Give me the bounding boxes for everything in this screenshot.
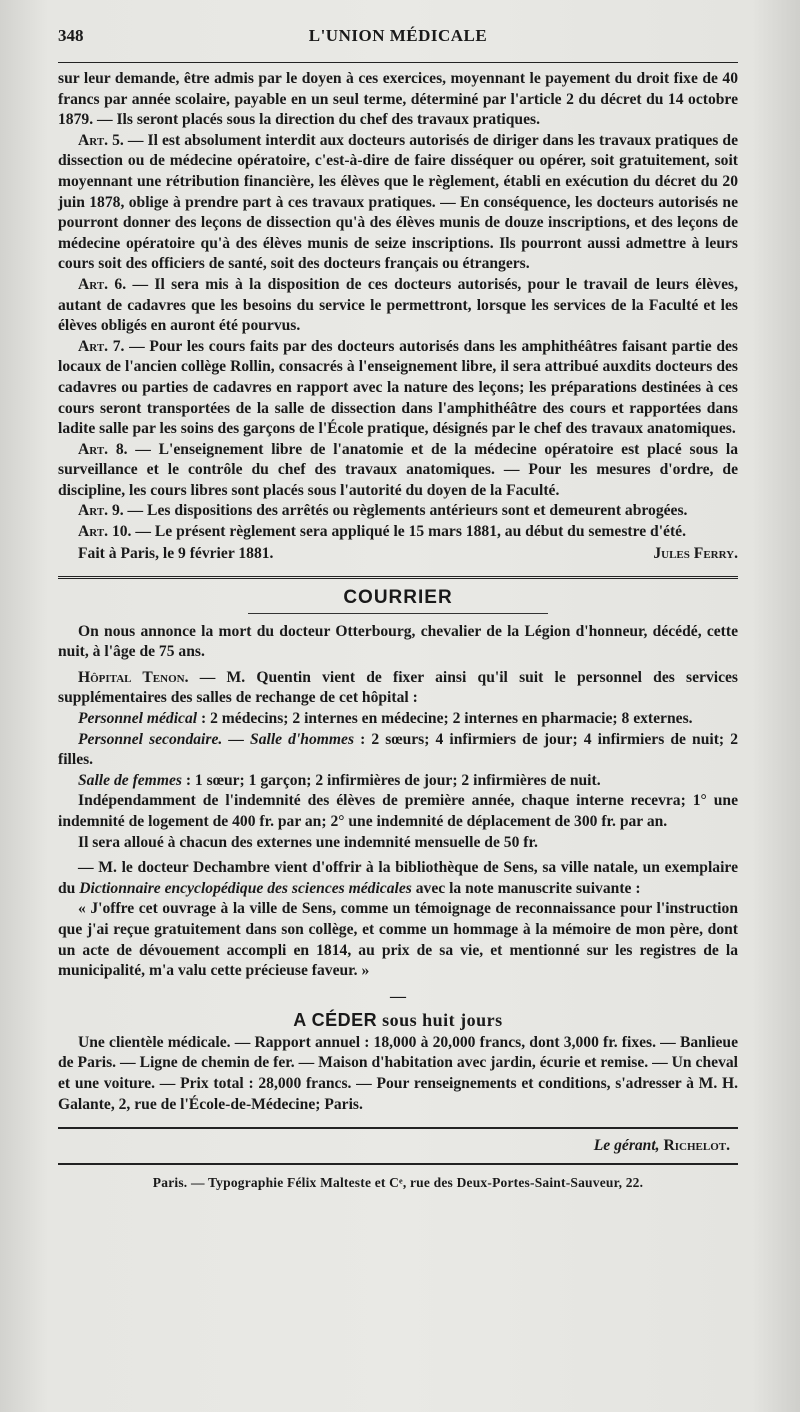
footer-rule (58, 1127, 738, 1129)
article-9 (58, 501, 738, 522)
tenon-label: Hôpital Tenon. (78, 668, 189, 686)
courrier-section (58, 622, 738, 1006)
article-text: — Les dispositions des arrêtés ou règlements antérieurs sont et demeurent abrogées. (123, 502, 688, 520)
ad-title-sub: sous huit jours (377, 1009, 503, 1030)
secondary-staff (58, 730, 738, 771)
article-label: Art. 10. (78, 523, 132, 541)
article-label: Art. 5. (78, 131, 124, 149)
title-underline (248, 613, 548, 614)
ad-title-main: A CÉDER (293, 1009, 378, 1030)
page-header (58, 26, 738, 54)
page-number: 348 (58, 26, 84, 45)
article-label: Art. 8. (78, 440, 128, 458)
article-5 (58, 131, 738, 275)
externs-paragraph: Il sera alloué à chacun des externes une indemnité mensuelle de 50 fr. (78, 833, 538, 851)
tenon-text: — M. Quentin vient de fixer ainsi qu'il suit le personnel des services supplémentaires des salles de rechange de cet hôpital : (58, 668, 738, 707)
dechambre-quote: « J'offre cet ouvrage à la ville de Sens, comme un témoignage de reconnaissance pour l'instruction que j'ai reçue gratuitement dans son collège, et comme un hommage à la mémoire de mon père, dont un acte de dévouement accompli en 1814, au prix de sa vie, et mentionné sur les registres de la municipalité, m'a valu cette précieuse faveur. » (58, 900, 738, 980)
article-6 (58, 275, 738, 337)
article-label: Art. 6. (78, 275, 127, 293)
dechambre-pre: — M. le docteur Dechambre vient d'offrir à la bibliothèque de Sens, sa ville natale, un exemplaire du (58, 859, 738, 897)
secondary-label: Personnel secondaire. — Salle d'hommes (78, 730, 355, 748)
article-label: Art. 7. (78, 337, 125, 355)
article-text: — L'enseignement libre de l'anatomie et de la médecine opératoire est placé sous la surveillance et le contrôle du chef des travaux anatomiques. — Pour les mesures d'ordre, de discipline, les cours libres sont placés sous l'autorité du doyen de la Faculté. (58, 440, 738, 499)
article-text: — Il est absolument interdit aux docteurs autorisés de diriger dans les travaux pratiques de dissection ou de médecine opératoire, c'est-à-dire de faire disséquer ou opérer, soit gratuitement, soit moyennant une rétribution financière, les élèves que le règlement, établi en exécution du décret du 20 juin 1878, oblige à prendre part à ces travaux pratiques. — En conséquence, les docteurs autorisés ne pourront donner des leçons de dissection qu'à des élèves munis de douze inscriptions, et des leçons de médecine opératoire qu'à des élèves munis de seize inscriptions. Ils pourront aussi admettre à leurs cours soit des officiers de santé, soit des docteurs français ou étrangers. (58, 131, 738, 273)
gerant-label: Le gérant, (593, 1137, 660, 1155)
women-label: Salle de femmes (78, 771, 182, 789)
printer-imprint: Paris. — Typographie Félix Malteste et Cᵉ, rue des Deux-Portes-Saint-Sauveur, 22. (152, 1175, 644, 1191)
section-divider (58, 576, 738, 581)
decree-signature-row (58, 543, 738, 564)
dechambre-post: avec la note manuscrite suivante : (411, 879, 641, 897)
decree-signature: Jules Ferry. (653, 544, 738, 562)
dechambre-paragraph (58, 858, 738, 899)
article-text: — Pour les cours faits par des docteurs autorisés dans les amphithéâtres faisant partie des locaux de l'ancien collège Rollin, consacrés à l'enseignement libre, il sera attribué auxdits docteurs des cadavres ou parties de cadavres en rapport avec la nature des leçons; les préparations destinées à ces cours seront transportées de la salle de dissection dans l'amphithéâtre des cours et rapportées dans ladite salle par les soins des garçons de l'École pratique, désignés par le chef des travaux anatomiques. (58, 337, 739, 438)
journal-title: L'UNION MÉDICALE (308, 26, 488, 45)
article-8 (58, 440, 738, 502)
decree-section (58, 69, 738, 564)
indemnity-paragraph: Indépendamment de l'indemnité des élèves de première année, chaque interne recevra; 1° une indemnité de logement de 400 fr. par an; 2° une indemnité de déplacement de 300 fr. par an. (58, 792, 738, 830)
ad-title (58, 1010, 738, 1031)
article-label: Art. 9. (78, 502, 124, 520)
section-title-courrier: COURRIER (343, 586, 453, 608)
printer-rule (58, 1163, 738, 1165)
medical-text: : 2 médecins; 2 internes en médecine; 2 internes en pharmacie; 8 externes. (197, 710, 693, 728)
death-notice: On nous annonce la mort du docteur Otterbourg, chevalier de la Légion d'honneur, décédé, cette nuit, à l'âge de 75 ans. (58, 622, 738, 661)
gerant-line (58, 1135, 738, 1157)
article-text: — Le présent règlement sera appliqué le 15 mars 1881, au début du semestre d'été. (131, 523, 686, 541)
article-7 (58, 337, 738, 440)
medical-staff (58, 709, 738, 730)
gerant-name: Richelot. (659, 1137, 730, 1155)
article-10 (58, 522, 738, 543)
secondary-text: : 2 sœurs; 4 infirmiers de jour; 4 infirmiers de nuit; 2 filles. (58, 730, 738, 769)
women-ward (58, 771, 738, 792)
article-text: — Il sera mis à la disposition de ces docteurs autorisés, pour le travail de leurs élèves, autant de cadavres que les besoins du service le permettront, lorsque les services de la Faculté et les élèves obligés en auront été pourvus. (58, 275, 738, 335)
separator-dash: — (390, 987, 406, 1005)
dictionary-title: Dictionnaire encyclopédique des sciences médicales (79, 879, 412, 897)
women-text: : 1 sœur; 1 garçon; 2 infirmières de jour; 2 infirmières de nuit. (181, 771, 601, 789)
decree-date: Fait à Paris, le 9 février 1881. (78, 544, 274, 562)
header-rule (58, 62, 738, 63)
tenon-notice (58, 668, 738, 709)
ad-text: Une clientèle médicale. — Rapport annuel : 18,000 à 20,000 francs, dont 3,000 fr. fixes. — Banlieue de Paris. — Ligne de chemin de fer. — Maison d'habitation avec jardin, écurie et remise. — Un cheval et une voiture. — Prix total : 28,000 francs. — Pour renseignements et conditions, s'adresser à M. H. Galante, 2, rue de l'École-de-Médecine; Paris. (58, 1033, 738, 1113)
medical-label: Personnel médical (78, 710, 198, 728)
decree-paragraph: sur leur demande, être admis par le doyen à ces exercices, moyennant le payement du droit fixe de 40 francs par année scolaire, payable en un seul terme, déterminé par l'article 2 du décret du 14 octobre 1879. — Ils seront placés sous la direction du chef des travaux pratiques. (58, 70, 738, 129)
